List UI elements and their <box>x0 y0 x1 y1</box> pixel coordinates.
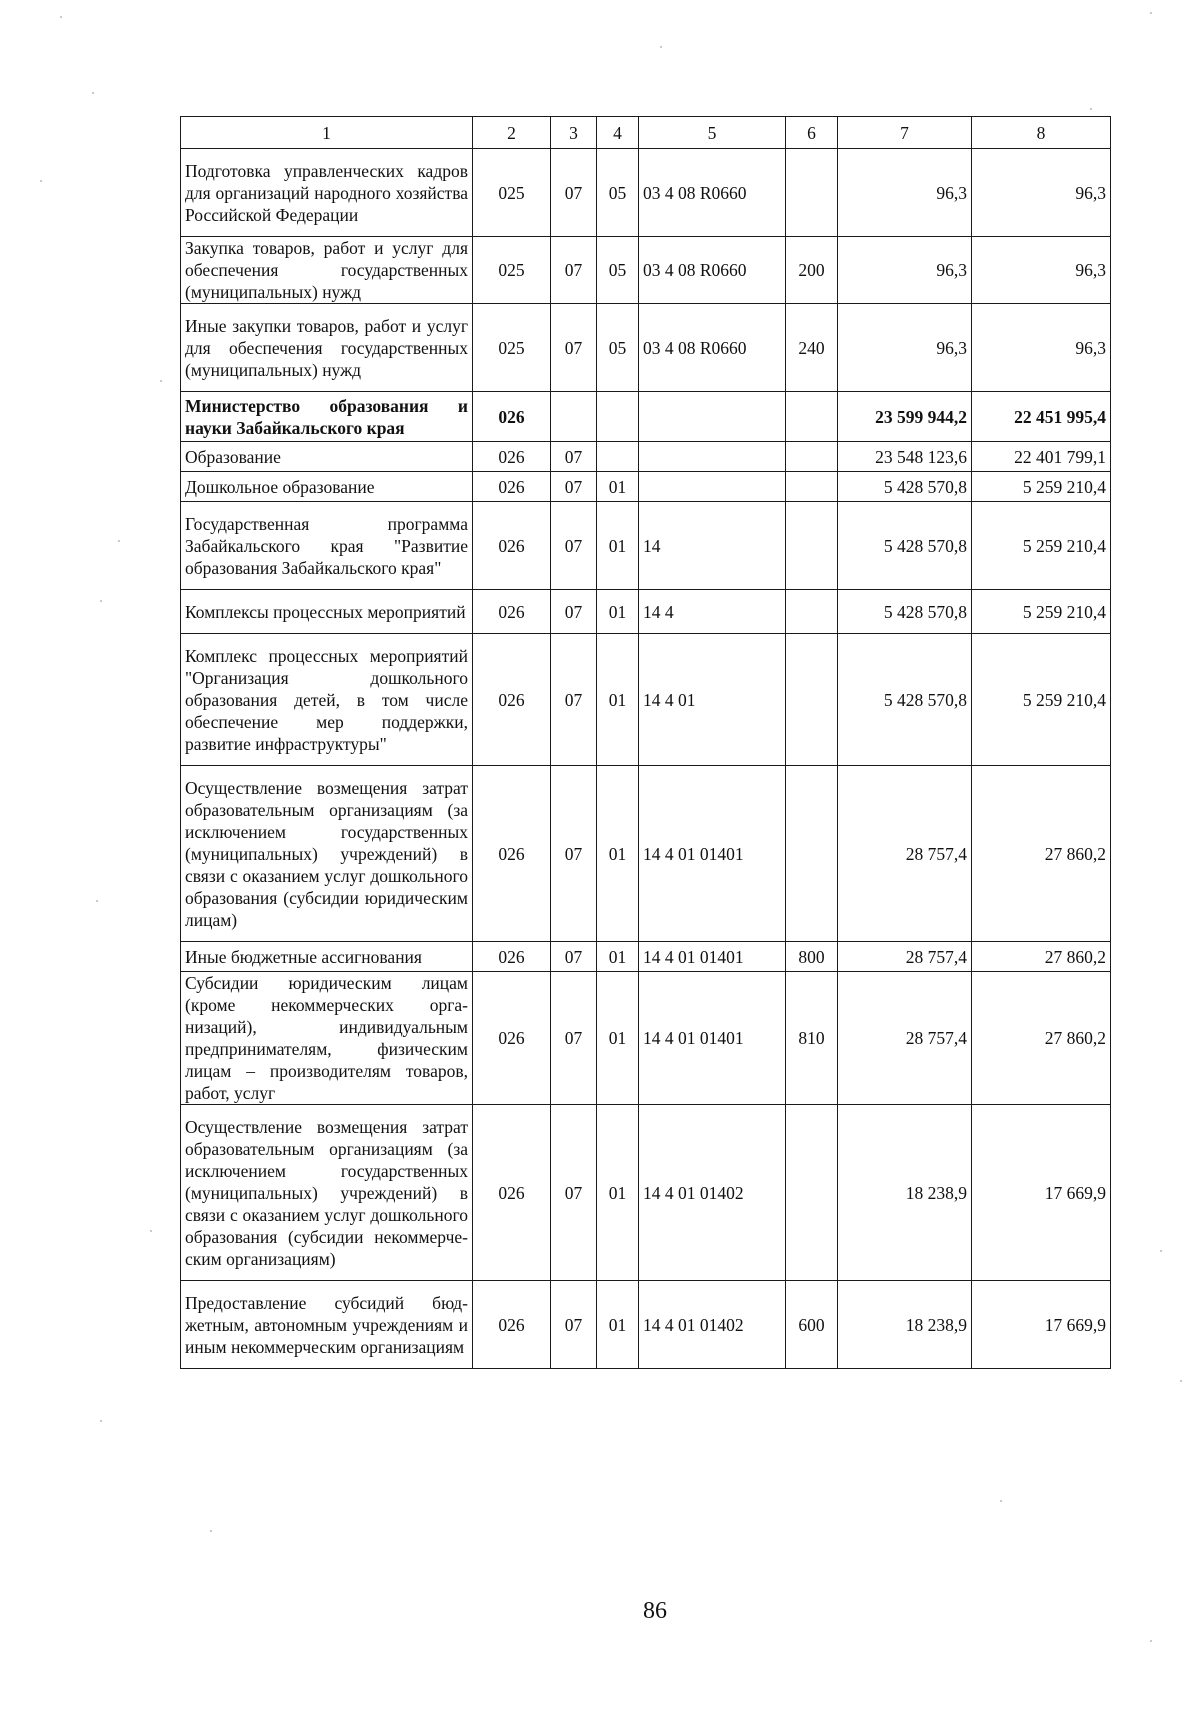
table-row <box>181 392 1111 442</box>
target-article-cell: 03 4 08 R0660 <box>639 237 786 304</box>
section-code-cell: 07 <box>551 972 597 1105</box>
ministry-code-cell: 026 <box>473 590 551 634</box>
table-row <box>181 149 1111 237</box>
subsection-code-cell: 01 <box>597 634 639 766</box>
table-row <box>181 590 1111 634</box>
expense-type-cell: 810 <box>786 972 838 1105</box>
subsection-code-cell: 05 <box>597 304 639 392</box>
amount-year2-cell: 5 259 210,4 <box>972 502 1111 590</box>
scan-speck <box>1000 1500 1002 1502</box>
amount-year2-cell: 96,3 <box>972 304 1111 392</box>
ministry-code-cell: 026 <box>473 766 551 942</box>
subsection-code-cell: 01 <box>597 942 639 972</box>
header-cell: 3 <box>551 117 597 149</box>
row-name-cell: Субсидии юридическим лицам (кроме некоммерческих организаций), индивидуальным предпринимателям, физическим лицам – производителям товаров, работ, услуг <box>181 972 473 1105</box>
amount-year1-cell: 5 428 570,8 <box>838 502 972 590</box>
ministry-code-cell: 026 <box>473 392 551 442</box>
target-article-cell: 03 4 08 R0660 <box>639 304 786 392</box>
table-row <box>181 634 1111 766</box>
ministry-code-cell: 026 <box>473 442 551 472</box>
target-article-cell: 14 4 01 01402 <box>639 1105 786 1281</box>
amount-year1-cell: 18 238,9 <box>838 1281 972 1369</box>
amount-year1-cell: 28 757,4 <box>838 766 972 942</box>
target-article-cell: 14 4 01 01401 <box>639 942 786 972</box>
subsection-code-cell <box>597 442 639 472</box>
expense-type-cell <box>786 766 838 942</box>
expense-type-cell: 240 <box>786 304 838 392</box>
table-body <box>181 149 1111 1369</box>
row-name-cell: Предоставление субсидий бюджетным, автономным учреждениям и иным некоммерческим организациям <box>181 1281 473 1369</box>
row-name-cell: Закупка товаров, работ и услуг для обеспечения государственных (муниципальных) нужд <box>181 237 473 304</box>
table-row <box>181 766 1111 942</box>
table-row <box>181 972 1111 1105</box>
subsection-code-cell: 05 <box>597 149 639 237</box>
amount-year2-cell: 22 401 799,1 <box>972 442 1111 472</box>
header-cell: 8 <box>972 117 1111 149</box>
ministry-code-cell: 025 <box>473 304 551 392</box>
subsection-code-cell: 01 <box>597 472 639 502</box>
header-cell: 6 <box>786 117 838 149</box>
expense-type-cell <box>786 392 838 442</box>
amount-year2-cell: 27 860,2 <box>972 972 1111 1105</box>
row-name-cell: Дошкольное образование <box>181 472 473 502</box>
amount-year1-cell: 96,3 <box>838 149 972 237</box>
expense-type-cell <box>786 502 838 590</box>
target-article-cell: 14 <box>639 502 786 590</box>
amount-year2-cell: 27 860,2 <box>972 766 1111 942</box>
amount-year1-cell: 23 548 123,6 <box>838 442 972 472</box>
ministry-code-cell: 026 <box>473 502 551 590</box>
amount-year2-cell: 17 669,9 <box>972 1105 1111 1281</box>
target-article-cell <box>639 392 786 442</box>
amount-year1-cell: 28 757,4 <box>838 942 972 972</box>
ministry-code-cell: 026 <box>473 1105 551 1281</box>
expense-type-cell <box>786 1105 838 1281</box>
amount-year2-cell: 27 860,2 <box>972 942 1111 972</box>
row-name-cell: Образование <box>181 442 473 472</box>
amount-year1-cell: 96,3 <box>838 304 972 392</box>
expense-type-cell <box>786 442 838 472</box>
table-row <box>181 237 1111 304</box>
section-code-cell: 07 <box>551 1281 597 1369</box>
scan-speck <box>92 92 94 94</box>
header-cell: 4 <box>597 117 639 149</box>
scan-speck <box>1180 1380 1182 1382</box>
section-code-cell <box>551 392 597 442</box>
table-row <box>181 942 1111 972</box>
ministry-code-cell: 026 <box>473 1281 551 1369</box>
amount-year2-cell: 5 259 210,4 <box>972 590 1111 634</box>
row-name-cell: Иные закупки товаров, работ и услуг для обеспечения государственных (муниципальных) нужд <box>181 304 473 392</box>
target-article-cell: 14 4 01 01401 <box>639 972 786 1105</box>
target-article-cell: 14 4 01 01401 <box>639 766 786 942</box>
expense-type-cell <box>786 149 838 237</box>
ministry-code-cell: 025 <box>473 237 551 304</box>
header-row <box>181 117 1111 149</box>
amount-year2-cell: 17 669,9 <box>972 1281 1111 1369</box>
scan-speck <box>1090 108 1092 110</box>
amount-year1-cell: 23 599 944,2 <box>838 392 972 442</box>
ministry-code-cell: 026 <box>473 472 551 502</box>
subsection-code-cell: 01 <box>597 766 639 942</box>
amount-year1-cell: 96,3 <box>838 237 972 304</box>
target-article-cell: 14 4 01 01402 <box>639 1281 786 1369</box>
scan-speck <box>1150 12 1152 14</box>
amount-year1-cell: 5 428 570,8 <box>838 634 972 766</box>
row-name-cell: Государственная программа Забайкальского края "Развитие образования Забайкальского края" <box>181 502 473 590</box>
subsection-code-cell: 01 <box>597 502 639 590</box>
subsection-code-cell: 01 <box>597 1281 639 1369</box>
expense-type-cell <box>786 472 838 502</box>
amount-year1-cell: 5 428 570,8 <box>838 590 972 634</box>
subsection-code-cell: 01 <box>597 590 639 634</box>
target-article-cell: 14 4 01 <box>639 634 786 766</box>
section-code-cell: 07 <box>551 304 597 392</box>
expense-type-cell: 800 <box>786 942 838 972</box>
expense-type-cell: 200 <box>786 237 838 304</box>
row-name-cell: Осуществление возмещения затрат образовательным организациям (за исключением государственных (муниципальных) учреждений) в связи с оказанием услуг дошкольного образования (субсидии некоммерческим организациям) <box>181 1105 473 1281</box>
scan-speck <box>40 180 42 182</box>
scan-speck <box>96 900 98 902</box>
target-article-cell <box>639 442 786 472</box>
ministry-code-cell: 026 <box>473 634 551 766</box>
table-row <box>181 472 1111 502</box>
scan-speck <box>160 380 162 382</box>
section-code-cell: 07 <box>551 942 597 972</box>
ministry-code-cell: 026 <box>473 942 551 972</box>
section-code-cell: 07 <box>551 149 597 237</box>
row-name-cell: Комплексы процессных мероприятий <box>181 590 473 634</box>
scan-speck <box>60 16 62 18</box>
section-code-cell: 07 <box>551 472 597 502</box>
row-name-cell: Министерство образования и науки Забайкальского края <box>181 392 473 442</box>
section-code-cell: 07 <box>551 590 597 634</box>
amount-year2-cell: 5 259 210,4 <box>972 634 1111 766</box>
amount-year2-cell: 96,3 <box>972 237 1111 304</box>
subsection-code-cell <box>597 392 639 442</box>
scan-speck <box>210 1530 212 1532</box>
subsection-code-cell: 01 <box>597 1105 639 1281</box>
header-cell: 5 <box>639 117 786 149</box>
row-name-cell: Иные бюджетные ассигнования <box>181 942 473 972</box>
target-article-cell: 14 4 <box>639 590 786 634</box>
header-cell: 7 <box>838 117 972 149</box>
subsection-code-cell: 01 <box>597 972 639 1105</box>
scan-speck <box>660 46 662 48</box>
page-number: 86 <box>643 1598 667 1624</box>
target-article-cell <box>639 472 786 502</box>
expense-type-cell: 600 <box>786 1281 838 1369</box>
amount-year1-cell: 28 757,4 <box>838 972 972 1105</box>
target-article-cell: 03 4 08 R0660 <box>639 149 786 237</box>
table-row <box>181 304 1111 392</box>
amount-year2-cell: 5 259 210,4 <box>972 472 1111 502</box>
row-name-cell: Осуществление возмещения затрат образовательным организациям (за исключением государственных (муниципальных) учреждений) в связи с оказанием услуг дошкольного образования (субсидии юридическим лицам) <box>181 766 473 942</box>
row-name-cell: Подготовка управленческих кадров для организаций народного хозяйства Российской Федерации <box>181 149 473 237</box>
header-cell: 1 <box>181 117 473 149</box>
scan-speck <box>100 600 102 602</box>
amount-year2-cell: 22 451 995,4 <box>972 392 1111 442</box>
scan-speck <box>100 1420 102 1422</box>
expense-type-cell <box>786 634 838 766</box>
table-row <box>181 1105 1111 1281</box>
section-code-cell: 07 <box>551 1105 597 1281</box>
table-row <box>181 1281 1111 1369</box>
expense-type-cell <box>786 590 838 634</box>
table-row <box>181 442 1111 472</box>
budget-table <box>180 116 1111 1369</box>
scan-speck <box>1150 1640 1152 1642</box>
subsection-code-cell: 05 <box>597 237 639 304</box>
scan-speck <box>118 540 120 542</box>
section-code-cell: 07 <box>551 634 597 766</box>
scan-speck <box>1160 1250 1162 1252</box>
table-row <box>181 502 1111 590</box>
header-cell: 2 <box>473 117 551 149</box>
amount-year2-cell: 96,3 <box>972 149 1111 237</box>
ministry-code-cell: 026 <box>473 972 551 1105</box>
section-code-cell: 07 <box>551 237 597 304</box>
ministry-code-cell: 025 <box>473 149 551 237</box>
section-code-cell: 07 <box>551 442 597 472</box>
amount-year1-cell: 18 238,9 <box>838 1105 972 1281</box>
scan-speck <box>150 1230 152 1232</box>
section-code-cell: 07 <box>551 502 597 590</box>
row-name-cell: Комплекс процессных мероприятий "Организация дошкольного образования детей, в том числе обеспечение мер поддержки, развитие инфраструктуры" <box>181 634 473 766</box>
amount-year1-cell: 5 428 570,8 <box>838 472 972 502</box>
section-code-cell: 07 <box>551 766 597 942</box>
